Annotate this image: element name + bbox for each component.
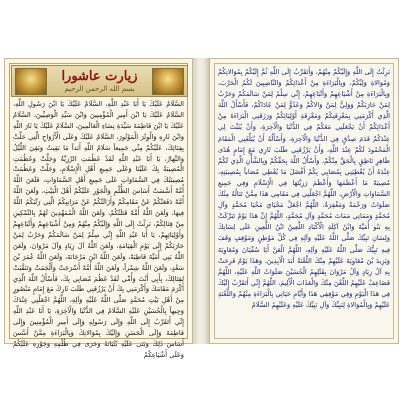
title-banner [11, 65, 188, 97]
paragraph: السَّلَامُ عَلَيْكَ يَا أَبَا عَبْدِ اللَّهِ، السَّلَامُ عَلَيْكَ يَا ابْنَ رَسُولِ اللَّهِ، السَّلَامُ عَلَيْكَ يَا ابْنَ أَمِيرِ الْمُؤْمِنِينَ وَابْنَ سَيِّدِ الْوَصِيِّينَ، السَّلَامُ عَلَيْكَ يَا ابْنَ فَاطِمَةَ سَيِّدَةِ نِسَاءِ الْعَالَمِينَ، السَّلَامُ عَلَيْكَ يَا ثَارَ اللَّهِ وَابْنَ ثَارِهِ وَالْوِتْرَ الْمَوْتُورَ، السَّلَامُ عَلَيْكَ وَعَلَى الْأَرْوَاحِ الَّتِي حَلَّتْ بِفِنَائِكَ، عَلَيْكُمْ مِنِّي جَمِيعاً سَلَامُ اللَّهِ أَبَداً مَا بَقِيتُ وَبَقِيَ اللَّيْلُ وَالنَّهَارُ، يَا أَبَا عَبْدِ اللَّهِ لَقَدْ عَظُمَتِ الرَّزِيَّةُ وَجَلَّتْ وَعَظُمَتِ الْمُصِيبَةُ بِكَ عَلَيْنَا وَعَلَى جَمِيعِ أَهْلِ الْإِسْلَامِ، وَجَلَّتْ وَعَظُمَتْ مُصِيبَتُكَ فِي السَّمَاوَاتِ عَلَى جَمِيعِ أَهْلِ السَّمَاوَاتِ، فَلَعَنَ اللَّهُ أُمَّةً أَسَّسَتْ أَسَاسَ الظُّلْمِ وَالْجَوْرِ عَلَيْكُمْ أَهْلَ الْبَيْتِ، وَلَعَنَ اللَّهُ أُمَّةً دَفَعَتْكُمْ عَنْ مَقَامِكُمْ وَأَزَالَتْكُمْ عَنْ مَرَاتِبِكُمُ الَّتِي رَتَّبَكُمُ اللَّهُ فِيهَا، وَلَعَنَ اللَّهُ أُمَّةً قَتَلَتْكُمْ، وَلَعَنَ اللَّهُ الْمُمَهِّدِينَ لَهُمْ بِالتَّمْكِينِ مِنْ قِتَالِكُمْ، بَرِئْتُ إِلَى اللَّهِ وَإِلَيْكُمْ مِنْهُمْ وَمِنْ أَشْيَاعِهِمْ وَأَتْبَاعِهِمْ وَأَوْلِيَائِهِمْ، يَا أَبَا عَبْدِ اللَّهِ إِنِّي سِلْمٌ لِمَنْ سَالَمَكُمْ وَحَرْبٌ لِمَنْ حَارَبَكُمْ إِلَى يَوْمِ الْقِيَامَةِ، وَلَعَنَ اللَّهُ آلَ زِيَادٍ وَآلَ مَرْوَانَ، وَلَعَنَ اللَّهُ بَنِي أُمَيَّةَ قَاطِبَةً، وَلَعَنَ اللَّهُ ابْنَ مَرْجَانَةَ، وَلَعَنَ اللَّهُ عُمَرَ بْنَ سَعْدٍ، وَلَعَنَ اللَّهُ شِمْراً، وَلَعَنَ اللَّهُ أُمَّةً أَسْرَجَتْ وَأَلْجَمَتْ وَتَنَقَّبَتْ لِقِتَالِكَ، بِأَبِي أَنْتَ وَأُمِّي لَقَدْ عَظُمَ مُصَابِي بِكَ، فَأَسْأَلُ اللَّهَ الَّذِي أَكْرَمَ مَقَامَكَ وَأَكْرَمَنِي بِكَ أَنْ يَرْزُقَنِي طَلَبَ ثَارِكَ مَعَ إِمَامٍ مَنْصُورٍ مِنْ أَهْلِ بَيْتِ مُحَمَّدٍ صَلَّى اللَّهُ عَلَيْهِ وَآلِهِ، اللَّهُمَّ اجْعَلْنِي عِنْدَكَ وَجِيهاً بِالْحُسَيْنِ عَلَيْهِ السَّلَامُ فِي الدُّنْيَا وَالْآخِرَةِ، يَا أَبَا عَبْدِ اللَّهِ إِنِّي أَتَقَرَّبُ إِلَى اللَّهِ وَإِلَى رَسُولِهِ وَإِلَى أَمِيرِ الْمُؤْمِنِينَ وَإِلَى فَاطِمَةَ وَإِلَى الْحَسَنِ وَإِلَيْكَ بِمُوَالاتِكَ وَبِالْبَرَاءَةِ مِمَّنْ أَسَّسَ أَسَاسَ ذَلِكَ وَبَنَى عَلَيْهِ بُنْيَانَهُ وَجَرَى فِي ظُلْمِهِ وَجَوْرِهِ عَلَيْكُمْ وَعَلَى أَشْيَاعِكُمْ [13, 100, 184, 359]
right-page [209, 58, 399, 344]
page-subtitle: بسم الله الرحمن الرحیم [64, 85, 135, 93]
shrine-image-right [152, 68, 184, 95]
left-page [4, 58, 193, 359]
right-page-text [218, 67, 390, 339]
paragraph: بَرِئْتُ إِلَى اللَّهِ وَإِلَيْكُمْ مِنْهُمْ، وَأَتَقَرَّبُ إِلَى اللَّهِ ثُمَّ إِلَيْكُمْ بِمُوَالاتِكُمْ وَمُوَالاةِ وَلِيِّكُمْ، وَبِالْبَرَاءَةِ مِنْ أَعْدَائِكُمْ وَالنَّاصِبِينَ لَكُمُ الْحَرْبَ، وَبِالْبَرَاءَةِ مِنْ أَشْيَاعِهِمْ وَأَتْبَاعِهِمْ، إِنِّي سِلْمٌ لِمَنْ سَالَمَكُمْ وَحَرْبٌ لِمَنْ حَارَبَكُمْ وَوَلِيٌّ لِمَنْ وَالاكُمْ وَعَدُوٌّ لِمَنْ عَادَاكُمْ، فَأَسْأَلُ اللَّهَ الَّذِي أَكْرَمَنِي بِمَعْرِفَتِكُمْ وَمَعْرِفَةِ أَوْلِيَائِكُمْ وَرَزَقَنِي الْبَرَاءَةَ مِنْ أَعْدَائِكُمْ أَنْ يَجْعَلَنِي مَعَكُمْ فِي الدُّنْيَا وَالْآخِرَةِ، وَأَنْ يُثَبِّتَ لِي عِنْدَكُمْ قَدَمَ صِدْقٍ فِي الدُّنْيَا وَالْآخِرَةِ، وَأَسْأَلُهُ أَنْ يُبَلِّغَنِي الْمَقَامَ الْمَحْمُودَ لَكُمْ عِنْدَ اللَّهِ، وَأَنْ يَرْزُقَنِي طَلَبَ ثَارِي مَعَ إِمَامٍ هُدًى ظَاهِرٍ نَاطِقٍ بِالْحَقِّ مِنْكُمْ، وَأَسْأَلُ اللَّهَ بِحَقِّكُمْ وَبِالشَّأْنِ الَّذِي لَكُمْ عِنْدَهُ أَنْ يُعْطِيَنِي بِمُصَابِي بِكُمْ أَفْضَلَ مَا يُعْطِي مُصَاباً بِمُصِيبَتِهِ، مُصِيبَةً مَا أَعْظَمَهَا وَأَعْظَمَ رَزِيَّتَهَا فِي الْإِسْلَامِ وَفِي جَمِيعِ السَّمَاوَاتِ وَالْأَرْضِ، اللَّهُمَّ اجْعَلْنِي فِي مَقَامِي هَذَا مِمَّنْ تَنَالُهُ مِنْكَ صَلَوَاتٌ وَرَحْمَةٌ وَمَغْفِرَةٌ، اللَّهُمَّ اجْعَلْ مَحْيَايَ مَحْيَا مُحَمَّدٍ وَآلِ مُحَمَّدٍ وَمَمَاتِي مَمَاتَ مُحَمَّدٍ وَآلِ مُحَمَّدٍ، اللَّهُمَّ إِنَّ هَذَا يَوْمٌ تَبَرَّكَتْ بِهِ بَنُو أُمَيَّةَ وَابْنُ آكِلَةِ الْأَكْبَادِ اللَّعِينُ ابْنُ اللَّعِينِ عَلَى لِسَانِكَ وَلِسَانِ نَبِيِّكَ صَلَّى اللَّهُ عَلَيْهِ وَآلِهِ فِي كُلِّ مَوْطِنٍ وَمَوْقِفٍ وَقَفَ فِيهِ نَبِيُّكَ صَلَّى اللَّهُ عَلَيْهِ وَآلِهِ، اللَّهُمَّ الْعَنْ أَبَا سُفْيَانَ وَمُعَاوِيَةَ وَيَزِيدَ بْنَ مُعَاوِيَةَ عَلَيْهِمْ مِنْكَ اللَّعْنَةُ أَبَدَ الْآبِدِينَ، وَهَذَا يَوْمٌ فَرِحَتْ بِهِ آلُ زِيَادٍ وَآلُ مَرْوَانَ بِقَتْلِهِمُ الْحُسَيْنَ صَلَوَاتُ اللَّهِ عَلَيْهِ، اللَّهُمَّ فَضَاعِفْ عَلَيْهِمُ اللَّعْنَ مِنْكَ وَالْعَذَابَ الْأَلِيمَ، اللَّهُمَّ إِنِّي أَتَقَرَّبُ إِلَيْكَ فِي هَذَا الْيَوْمِ وَفِي مَوْقِفِي هَذَا وَأَيَّامِ حَيَاتِي بِالْبَرَاءَةِ مِنْهُمْ وَاللَّعْنَةِ عَلَيْهِمْ وَبِالْمُوَالاةِ لِنَبِيِّكَ وَآلِ نَبِيِّكَ عَلَيْهِ وَعَلَيْهِمُ السَّلَامُ [218, 68, 390, 309]
book-spread [0, 58, 400, 359]
shrine-image-left [15, 68, 47, 95]
book-gutter [193, 58, 209, 344]
left-page-text [13, 99, 184, 359]
page-title: زیارت عاشورا [61, 69, 138, 84]
